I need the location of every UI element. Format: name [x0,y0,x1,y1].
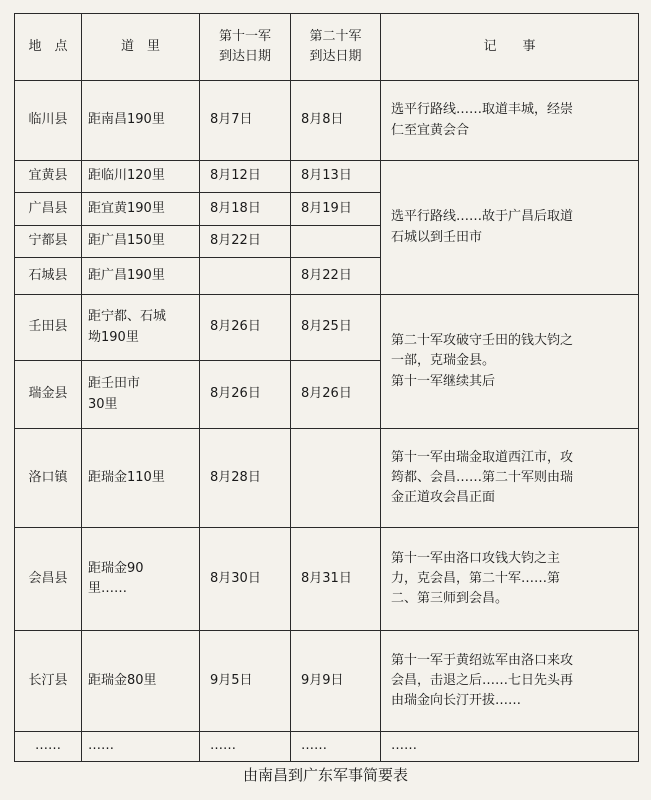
cell-notes [381,631,639,732]
header-army11 [200,14,291,81]
cell-place: 会昌县 [15,528,82,631]
cell-place: 壬田县 [15,295,82,361]
cell-army20-date: 8月19日 [291,193,381,226]
cell-army11-date: 8月26日 [200,361,291,429]
note-line: 会昌，击退之后……七日先头再 [391,672,574,688]
cell-notes [381,429,639,528]
cell-army20-date: 8月25日 [291,295,381,361]
cell-distance: …… [82,732,200,762]
cell-army20-date: 8月22日 [291,258,381,295]
cell-distance: 距广昌190里 [82,258,200,295]
cell-distance: 距瑞金110里 [82,429,200,528]
header-row [15,14,639,81]
cell-army11-date: 8月7日 [200,81,291,161]
note-line: 第十一军继续其后 [391,373,496,389]
header-army11-line: 到达日期 [218,49,271,64]
cell-distance: 距广昌150里 [82,226,200,258]
cell-place: 广昌县 [15,193,82,226]
table-row [15,732,639,762]
note-line: 第十一军由洛口攻钱大钧之主 [391,550,561,566]
distance-line: 里…… [88,581,128,596]
distance-line: 坳190里 [88,329,139,345]
header-army11-line: 第十一军 [218,28,271,44]
cell-notes [381,81,639,161]
cell-distance: 距瑞金80里 [82,631,200,732]
distance-line: 距壬田市 [88,376,141,392]
header-army20 [291,14,381,81]
cell-place: 长汀县 [15,631,82,732]
table-row [15,81,639,161]
note-line: 选平行路线……故于广昌后取道 [391,209,574,225]
cell-place: 石城县 [15,258,82,295]
note-line: 金正道攻会昌正面 [391,490,496,506]
cell-place: 宜黄县 [15,161,82,193]
cell-army11-date: 8月18日 [200,193,291,226]
distance-line: 距瑞金90 [88,560,144,576]
military-summary-table [14,13,639,762]
cell-army11-date: 8月12日 [200,161,291,193]
table-row [15,161,639,193]
header-distance: 道 里 [82,14,200,81]
cell-notes: …… [381,732,639,762]
cell-army20-date: 8月26日 [291,361,381,429]
note-line: 二、第三师到会昌。 [391,591,509,607]
distance-line: 距宁都、石城 [88,309,167,325]
note-line: 筠都、会昌……第二十军则由瑞 [391,469,574,485]
cell-distance [82,361,200,429]
cell-place: 宁都县 [15,226,82,258]
cell-distance: 距临川120里 [82,161,200,193]
cell-army20-date: 9月9日 [291,631,381,732]
header-notes: 记 事 [381,14,639,81]
note-line: 石城以到壬田市 [391,229,483,245]
note-line: 选平行路线……取道丰城，经崇 [391,102,574,118]
cell-army11-date [200,258,291,295]
note-line: 第二十军攻破守壬田的钱大钧之 [391,333,574,349]
cell-army20-date [291,226,381,258]
cell-army20-date: 8月8日 [291,81,381,161]
note-line: 力，克会昌，第二十军……第 [391,570,561,586]
header-place: 地 点 [15,14,82,81]
note-line: 一部，克瑞金县。 [391,353,496,369]
note-line: 仁至宜黄会合 [391,122,470,138]
cell-army11-date: 8月22日 [200,226,291,258]
cell-army20-date: …… [291,732,381,762]
cell-army20-date: 8月31日 [291,528,381,631]
note-line: 第十一军由瑞金取道西江市，攻 [391,449,574,465]
table-row [15,528,639,631]
cell-place: 洛口镇 [15,429,82,528]
cell-notes [381,161,639,295]
cell-place: 临川县 [15,81,82,161]
cell-army11-date: 8月28日 [200,429,291,528]
table-row [15,295,639,361]
cell-army11-date: …… [200,732,291,762]
cell-notes [381,528,639,631]
cell-place: …… [15,732,82,762]
cell-army20-date [291,429,381,528]
cell-army11-date: 8月26日 [200,295,291,361]
table-row [15,631,639,732]
cell-army11-date: 8月30日 [200,528,291,631]
table-row [15,429,639,528]
header-army20-line: 到达日期 [309,49,362,64]
distance-line: 30里 [88,396,118,412]
cell-army11-date: 9月5日 [200,631,291,732]
note-line: 由瑞金向长汀开拔…… [391,693,522,709]
cell-distance: 距南昌190里 [82,81,200,161]
cell-place: 瑞金县 [15,361,82,429]
cell-notes [381,295,639,429]
cell-distance [82,528,200,631]
cell-distance [82,295,200,361]
header-army20-line: 第二十军 [309,28,362,44]
table-caption: 由南昌到广东军事简要表 [242,766,408,784]
note-line: 第十一军于黄绍竑军由洛口来攻 [391,652,574,668]
cell-army20-date: 8月13日 [291,161,381,193]
cell-distance: 距宜黄190里 [82,193,200,226]
